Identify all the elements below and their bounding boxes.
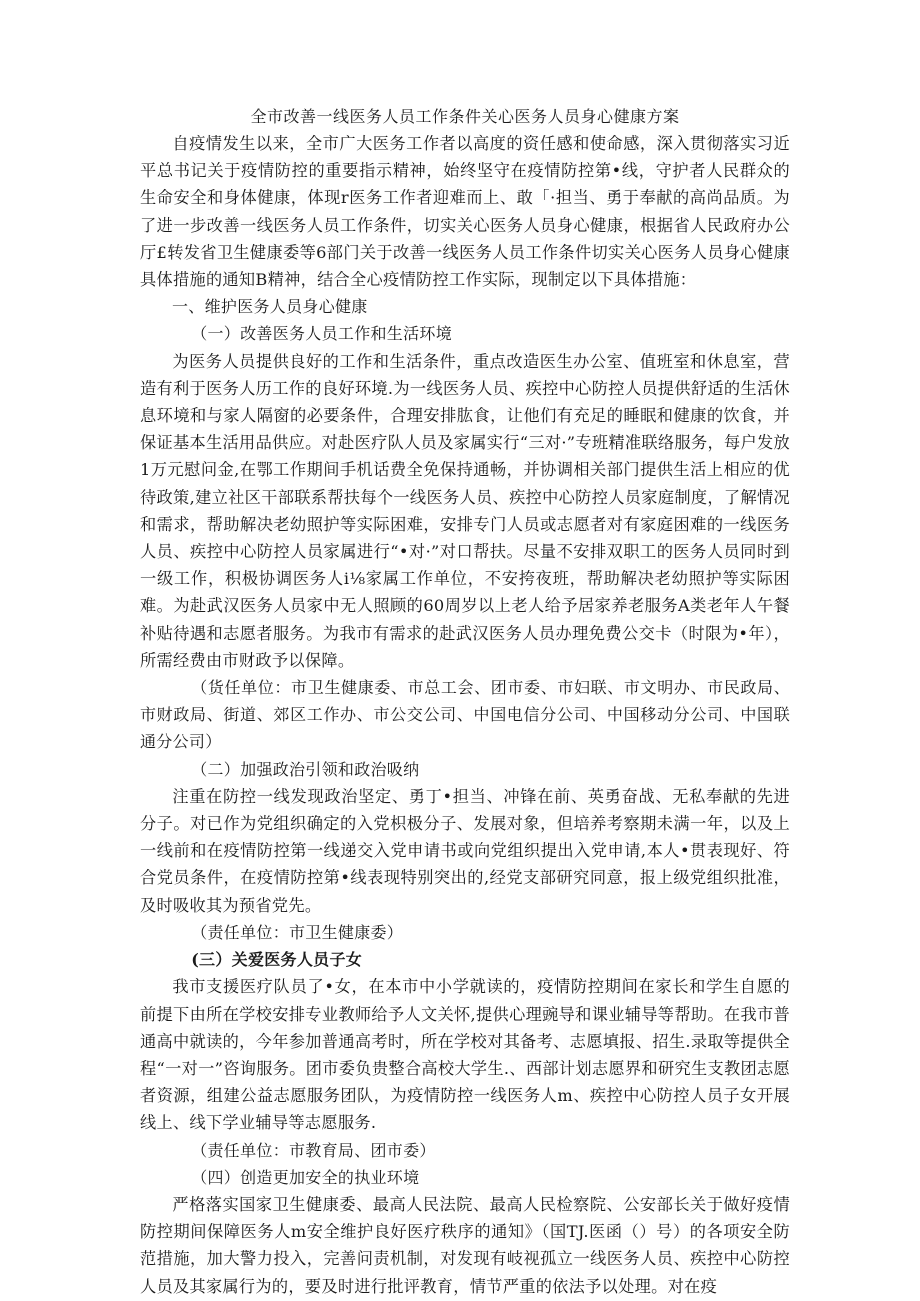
subsection-4-body: 严格落实国家卫生健康委、最高人民法院、最高人民检察院、公安部长关于做好疫情防控期间保障医务人m安全维护良好医疗秩序的通知》（国TJ.医函（）号）的各项安全防范措施，加大警力投入，完善问责机制，对发现有岐视孤立一线医务人员、疾控中心防控人员及其家属行为的，要及时进行批评教育，情节严重的依法予以处理。对在疫 [140, 1194, 790, 1296]
subsection-3-responsible: （责任单位：市教育局、团市委） [191, 1140, 436, 1160]
subsection-3-heading: (三）关爱医务人员子女 [191, 950, 363, 970]
subsection-2-heading: （二）加强政治引领和政治吸纳 [191, 759, 420, 779]
document-title: 全市改善一线医务人员工作条件关心医务人员身心健康方案 [250, 107, 680, 126]
intro-paragraph: 自疫情发生以来，全市广大医务工作者以高度的资任感和使命感，深入贯彻落实习近平总书记关于疫情防控的重要指示精神，始终坚守在疫情防控第•线，守护者人民群众的生命安全和身体健康，体现r医务工作者迎难而上、敢「·担当、勇于奉献的高尚品质。为了进一步改善一线医务人员工作条件，切实关心医务人员身心健康，根据省人民政府办公厅£转发省卫生健康委等6部门关于改善一线医务人员工作条件切实关心医务人员身心健康具体措施的通知B精神，结合全心疫情防控工作实际，现制定以下具体措施： [140, 134, 790, 290]
document-page [140, 104, 790, 1300]
subsection-1-heading: （一）改善医务人员工作和生活环境 [191, 324, 452, 344]
section-1-heading: 一、维护医务人员身心健康 [172, 297, 368, 317]
subsection-1-responsible: （货任单位：市卫生健康委、市总工会、团市委、市妇联、市文明办、市民政局、市财政局、街道、郊区工作办、市公交公司、中国电信分公司、中国移动分公司、中国联通分公司） [140, 678, 790, 752]
subsection-1-body: 为医务人员提供良好的工作和生活条件，重点改造医生办公室、值班室和休息室，营造有利于医务人历工作的良好环境.为一线医务人员、疾控中心防控人员提供舒适的生活休息环境和与家人隔窗的必要条件，合理安排肱食，让他们有充足的睡眠和健康的饮食，并保证基本生活用品供应。对赴医疗队人员及家属实行“三对·”专班精准联络服务，每户发放1万元慰问金,在鄂工作期间手机话费全免保持通畅，并协调相关部门提供生活上相应的优待政策,建立社区干部联系帮扶每个一线医务人员、疾控中心防控人员家庭制度，了解情况和需求，帮助解决老幼照护等实际困难，安排专门人员或志愿者对有家庭困难的一线医务人员、疾控中心防控人员家属进行“•对·”对口帮扶。尽量不安排双职工的医务人员同时到一级工作，积极协调医务人i⅛家属工作单位，不安挎夜班，帮助解决老幼照护等实际困难。为赴武汉医务人员家中无人照顾的60周岁以上老人给予居家养老服务A类老年人午餐补贴待遇和志愿者服务。为我市有需求的赴武汉医务人员办理免费公交卡（时限为•年），所需经费由市财政予以保障。 [140, 351, 790, 670]
subsection-2-body: 注重在防控一线发现政治坚定、勇丁•担当、冲锋在前、英勇奋战、无私奉献的先进分子。对已作为党组织确定的入党枳极分子、发展对象，但培养考察期未满一年，以及上一线前和在疫情防控第一线递交入党申请书或向党组织提出入党申请,本人•贯表现好、符合党员条件，在疫情防控第•线表现特别突出的,经党支部研究同意，报上级党组织批准，及时吸收其为预省党先。 [140, 786, 790, 915]
subsection-2-responsible: （责任单位：市卫生健康委） [191, 922, 404, 942]
subsection-3-body: 我市支援医疗队员了•女，在本市中小学就读的，疫情防控期间在家长和学生自愿的前提下由所在学校安排专业教师给予人文关怀,提供心理豌导和课业辅导等帮助。在我市普通高中就读的，今年参加普通高考时，所在学校对其备考、志愿填报、招生.录取等提供全程“一对一”咨询服务。团市委负贵整合高校大学生.、西部计划志愿界和研究生支教团志愿者资源，组建公益志愿服务团队，为疫情防控一线医务人m、疾控中心防控人员子女开展线上、线下学业辅导等志愿服务. [140, 977, 790, 1133]
subsection-4-heading: （四）创造更加安全的执业环境 [191, 1167, 420, 1187]
